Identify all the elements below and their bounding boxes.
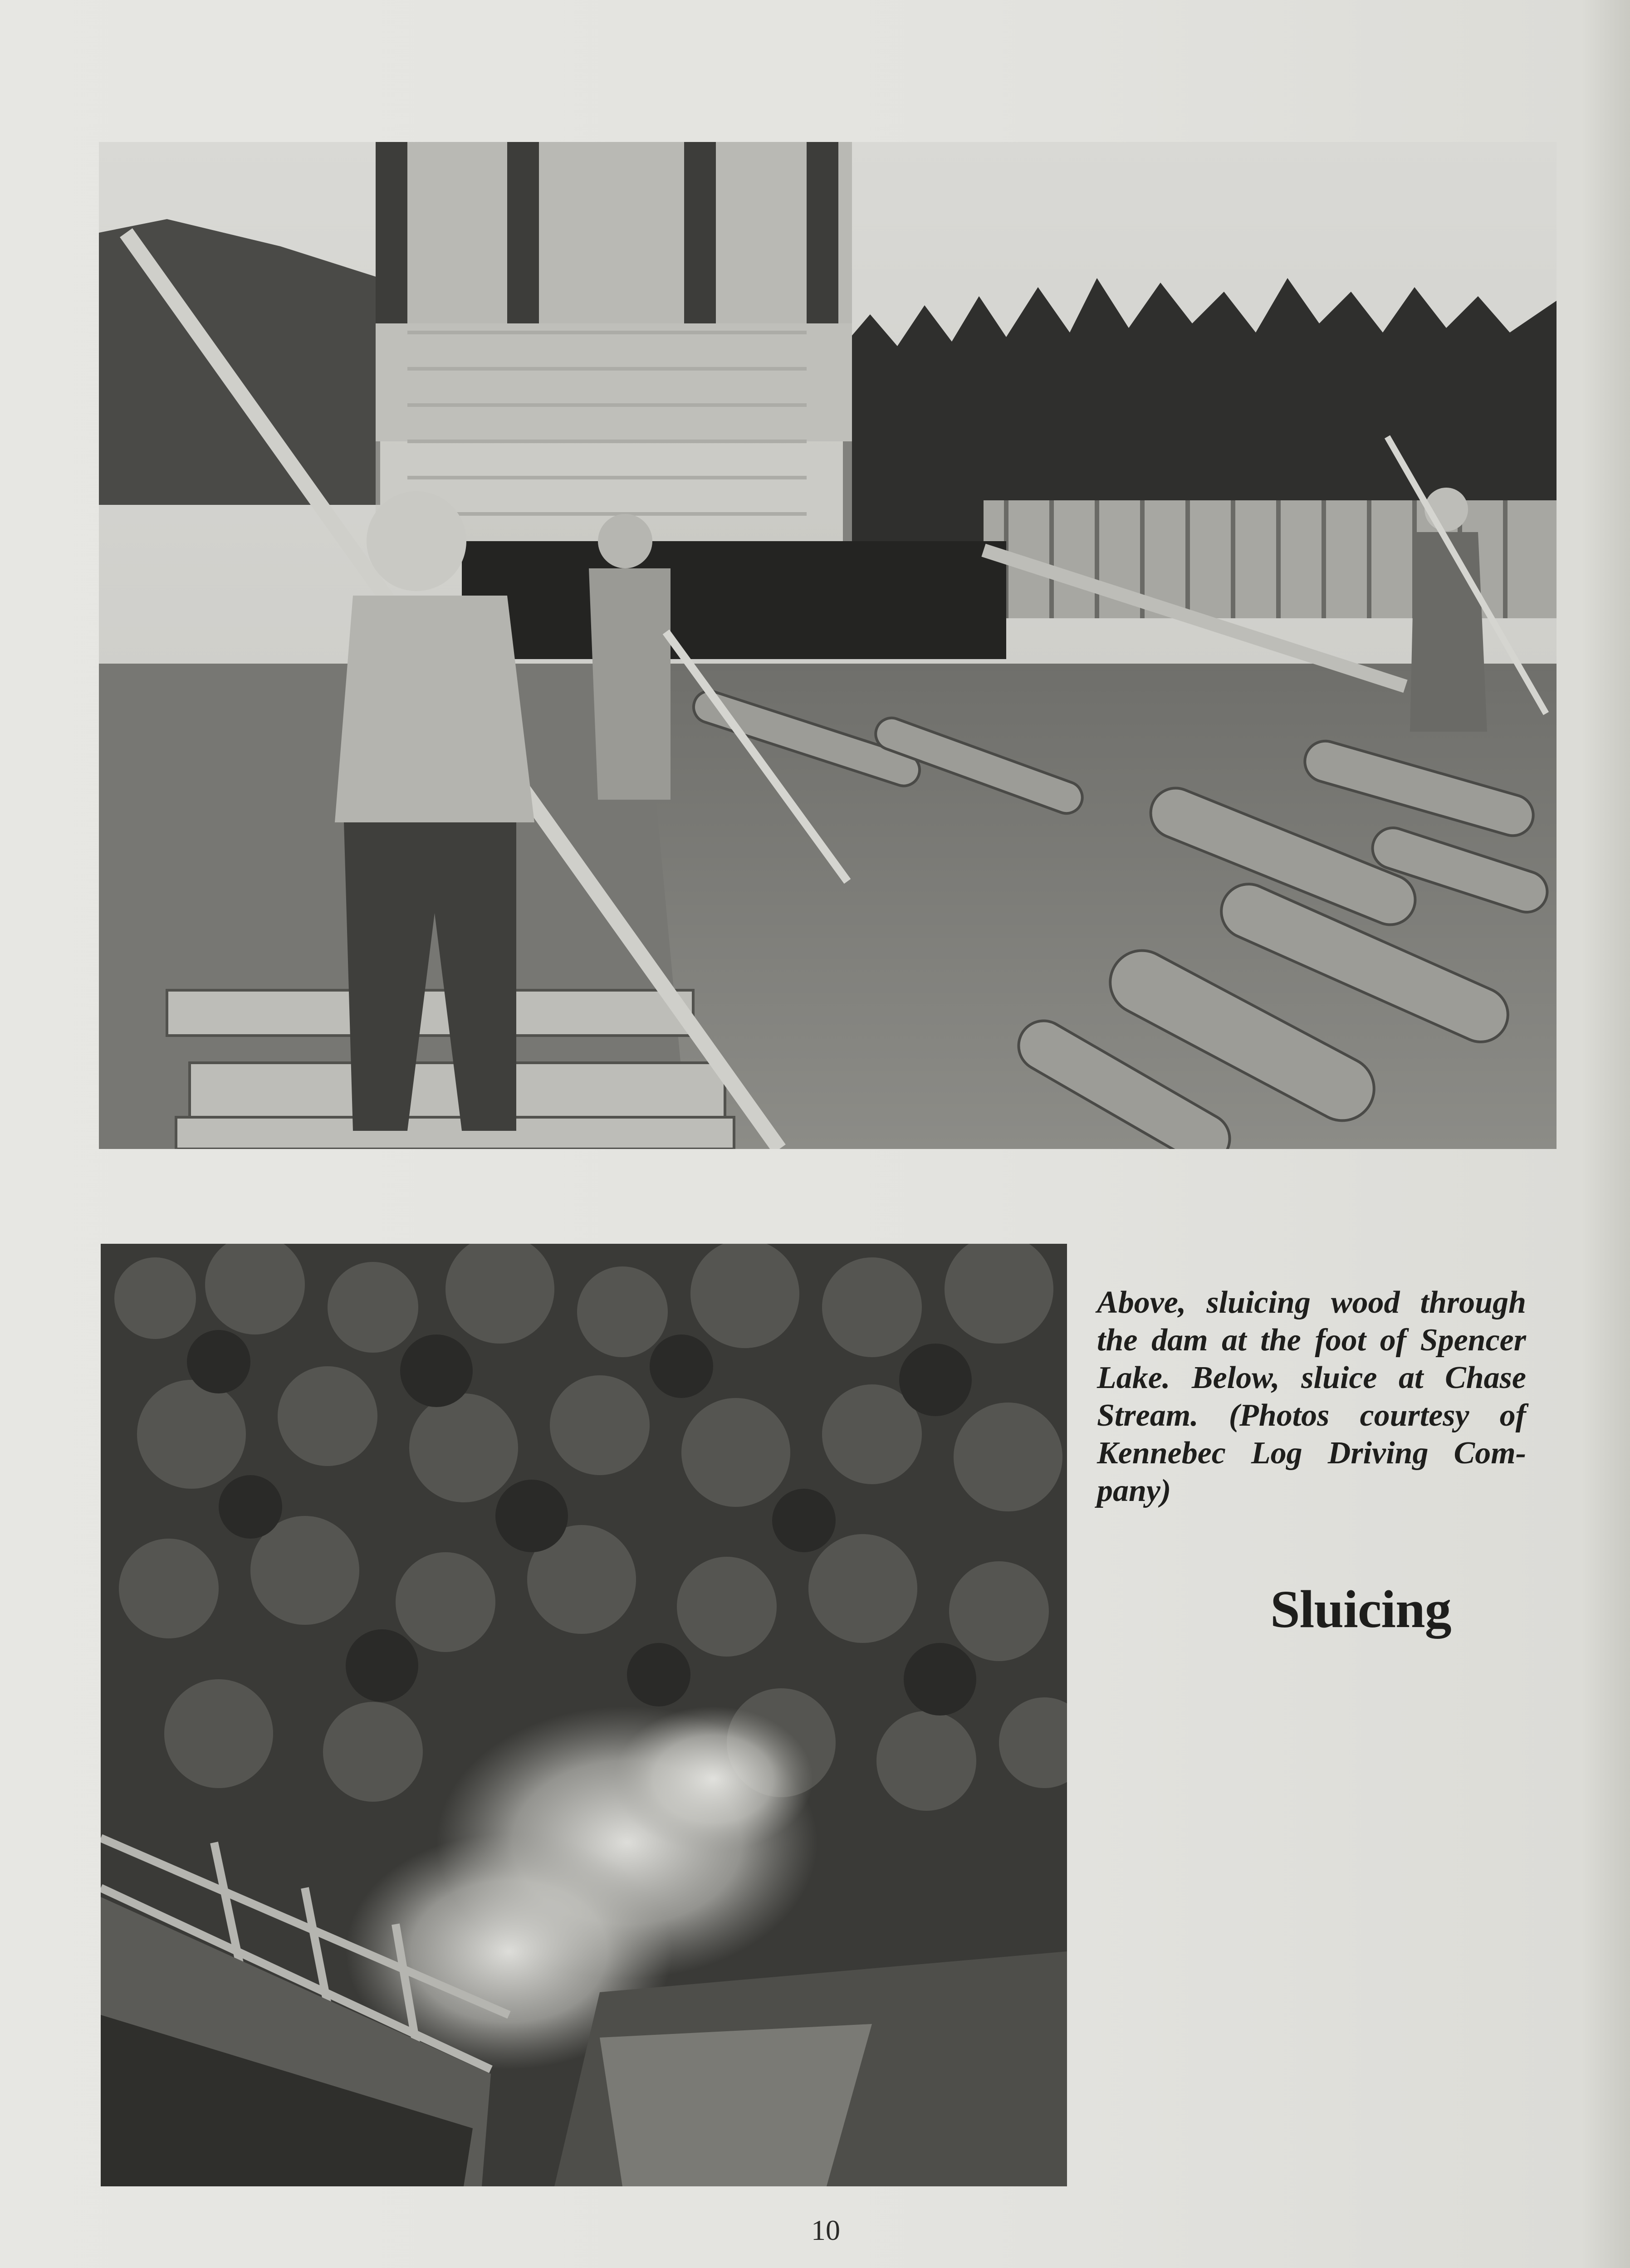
photo-chase-stream-sluice-image [101,1244,1067,2186]
photo-chase-stream-sluice [101,1244,1067,2186]
photo-caption: Above, sluicing wood through the dam at the foot of Spencer Lake. Below, sluice at Chase Stream. (Photos courtesy of Kennebec Log Driving Company) [1097,1285,1526,1508]
section-title: Sluicing [1270,1579,1451,1639]
photo-dam-sluicing [99,142,1557,1149]
photo-dam-sluicing-image [99,142,1557,1149]
page-number: 10 [811,2214,840,2246]
